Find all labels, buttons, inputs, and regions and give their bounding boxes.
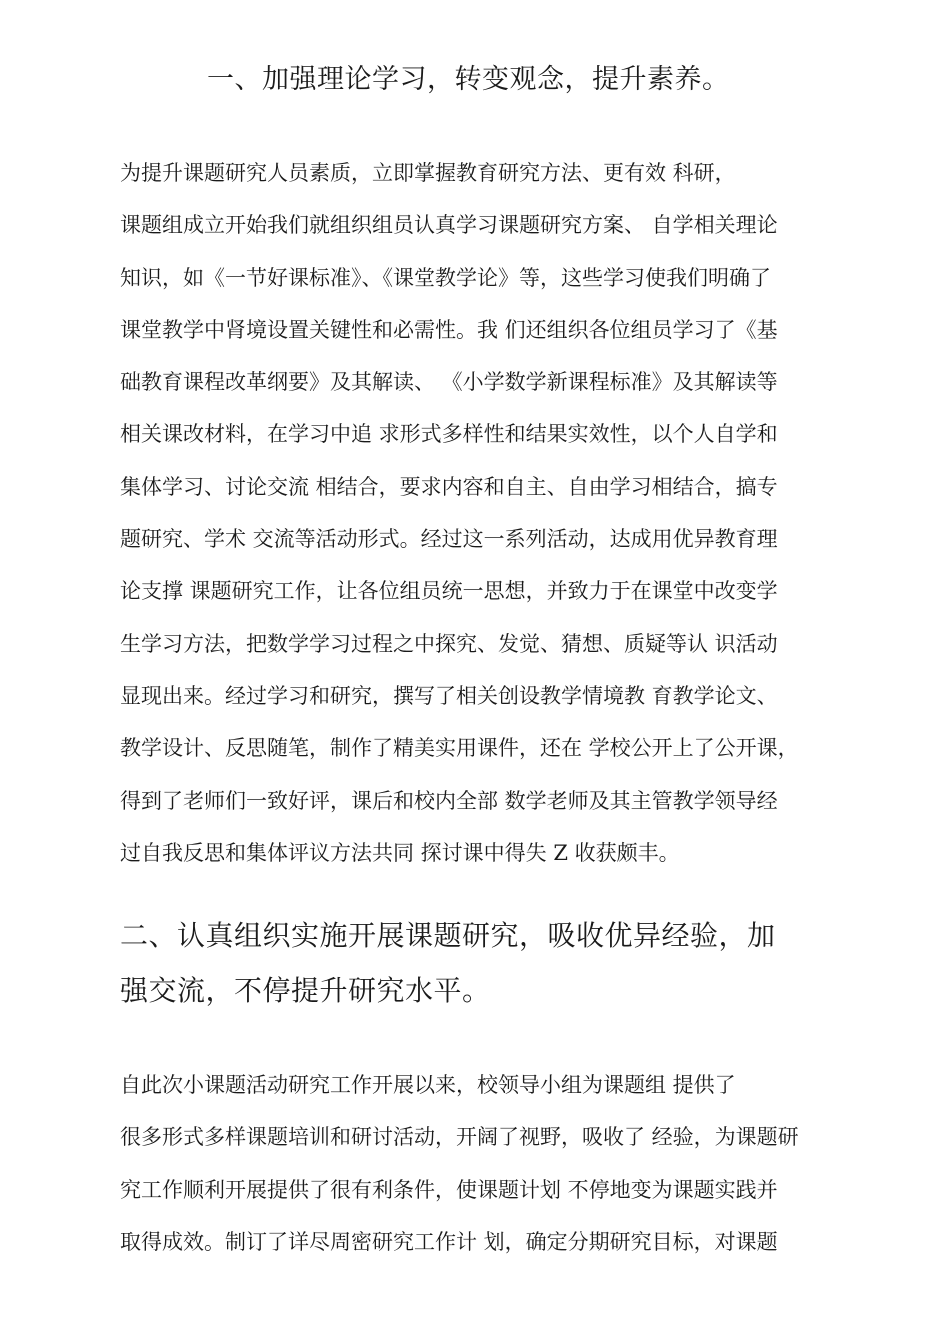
paragraph-line: 论支撑 课题研究工作，让各位组员统一思想，并致力于在课堂中改变学 bbox=[120, 579, 778, 604]
paragraph-line: 教学设计、反思随笔，制作了精美实用课件，还在 学校公开上了公开课， bbox=[120, 736, 799, 761]
paragraph-line: 础教育课程改革纲要》及其解读、 《小学数学新课程标准》及其解读等 bbox=[120, 370, 778, 395]
paragraph-line: 很多形式多样课题培训和研讨活动，开阔了视野，吸收了 经验，为课题研 bbox=[120, 1125, 799, 1150]
section-1-heading: 一、加强理论学习，转变观念，提升素养。 bbox=[207, 64, 730, 95]
paragraph-line: 知识，如《一节好课标准》、《课堂教学论》等，这些学习使我们明确了 bbox=[120, 265, 771, 290]
paragraph-line: 得到了老师们一致好评，课后和校内全部 数学老师及其主管教学领导经 bbox=[120, 788, 778, 813]
paragraph-line: 集体学习、讨论交流 相结合，要求内容和自主、自由学习相结合，搞专 bbox=[120, 474, 778, 499]
section-2-paragraph bbox=[120, 1059, 840, 1268]
heading-line: 强交流，不停提升研究水平。 bbox=[120, 974, 491, 1007]
section-1-paragraph bbox=[120, 147, 840, 879]
paragraph-line: 课堂教学中肾境设置关键性和必需性。我 们还组织各位组员学习了《基 bbox=[120, 317, 778, 342]
paragraph-line: 取得成效。制订了详尽周密研究工作计 划，确定分期研究目标，对课题 bbox=[120, 1229, 778, 1254]
section-2-heading bbox=[120, 908, 840, 1018]
paragraph-line: 为提升课题研究人员素质，立即掌握教育研究方法、更有效 科研， bbox=[120, 161, 736, 185]
paragraph-line: 相关课改材料，在学习中追 求形式多样性和结果实效性，以个人自学和 bbox=[120, 422, 778, 447]
paragraph-line: 自此次小课题活动研究工作开展以来，校领导小组为课题组 提供了 bbox=[120, 1073, 736, 1097]
paragraph-line: 题研究、学术 交流等活动形式。经过这一系列活动，达成用优异教育理 bbox=[120, 527, 778, 552]
paragraph-line: 生学习方法，把数学学习过程之中探究、发觉、猜想、质疑等认 识活动 bbox=[120, 631, 778, 656]
paragraph-line: 过自我反思和集体评议方法共同 探讨课中得失 Z 收获颇丰。 bbox=[120, 840, 680, 865]
paragraph-line: 课题组成立开始我们就组织组员认真学习课题研究方案、 自学相关理论 bbox=[120, 213, 778, 238]
paragraph-line: 显现出来。经过学习和研究，撰写了相关创设教学情境教 育教学论文、 bbox=[120, 683, 778, 708]
paragraph-line: 究工作顺利开展提供了很有利条件，使课题计划 不停地变为课题实践并 bbox=[120, 1177, 778, 1202]
heading-line: 二、认真组织实施开展课题研究，吸收优异经验，加 bbox=[120, 919, 776, 952]
